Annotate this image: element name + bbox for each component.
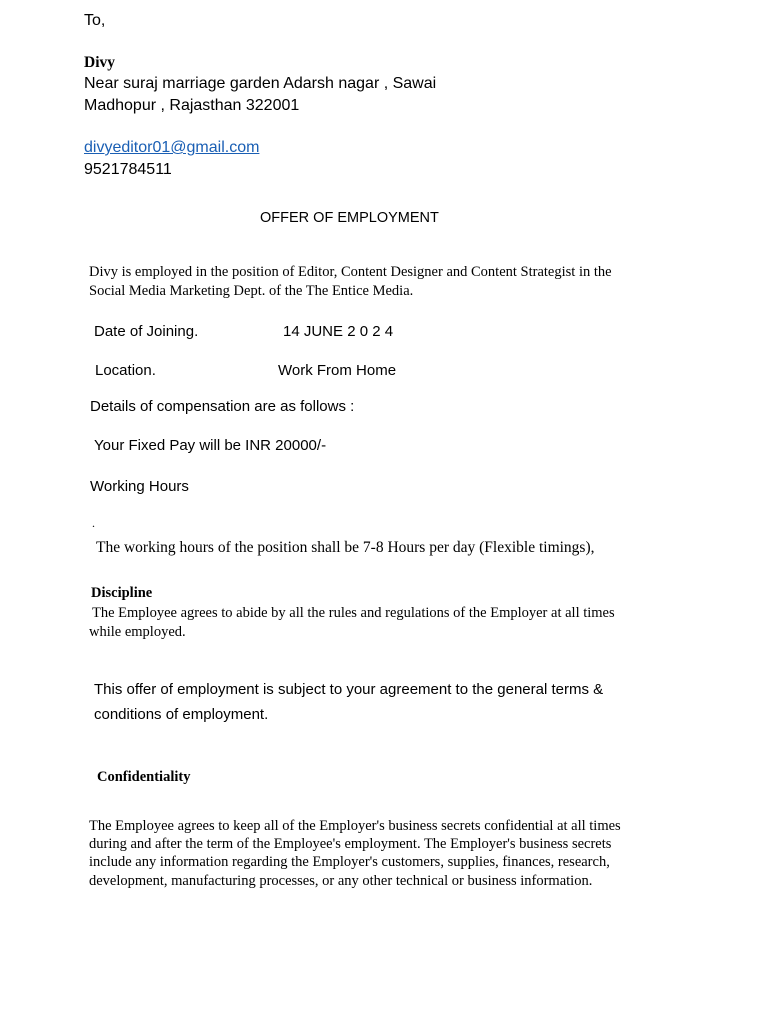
salutation: To,	[84, 12, 106, 29]
document-title: OFFER OF EMPLOYMENT	[260, 210, 439, 226]
recipient-address-line1: Near suraj marriage garden Adarsh nagar , Sawai	[84, 75, 437, 92]
location-value: Work From Home	[278, 362, 397, 379]
confidentiality-line-3: include any information regarding the Employer's customers, supplies, finances, research,	[89, 854, 610, 870]
working-hours-text: The working hours of the position shall be 7-8 Hours per day (Flexible timings),	[96, 539, 595, 556]
confidentiality-line-2: during and after the term of the Employee's employment. The Employer's business secrets	[89, 836, 612, 852]
compensation-heading: Details of compensation are as follows :	[90, 398, 355, 415]
recipient-email-link[interactable]: divyeditor01@gmail.com	[84, 139, 260, 156]
intro-line-2: Social Media Marketing Dept. of the The Entice Media.	[89, 283, 414, 299]
terms-line-1: This offer of employment is subject to your agreement to the general terms &	[94, 681, 604, 698]
recipient-name: Divy	[84, 54, 115, 71]
joining-date: 14 JUNE 2 0 2 4	[283, 323, 394, 340]
discipline-line-2: while employed.	[89, 624, 186, 640]
discipline-line-1: The Employee agrees to abide by all the rules and regulations of the Employer at all times	[92, 605, 615, 621]
discipline-heading: Discipline	[91, 585, 153, 601]
recipient-phone: 9521784511	[84, 161, 172, 178]
working-hours-dot: .	[92, 516, 95, 530]
joining-label: Date of Joining.	[94, 323, 199, 340]
working-hours-heading: Working Hours	[90, 478, 189, 495]
intro-line-1: Divy is employed in the position of Editor, Content Designer and Content Strategist in the	[89, 264, 612, 280]
fixed-pay: Your Fixed Pay will be INR 20000/-	[94, 437, 327, 454]
confidentiality-heading: Confidentiality	[97, 769, 191, 785]
confidentiality-line-4: development, manufacturing processes, or any other technical or business information.	[89, 873, 593, 889]
terms-line-2: conditions of employment.	[94, 706, 269, 723]
confidentiality-line-1: The Employee agrees to keep all of the Employer's business secrets confidential at all times	[89, 818, 621, 834]
location-label: Location.	[95, 362, 156, 379]
recipient-address-line2: Madhopur , Rajasthan 322001	[84, 97, 300, 114]
